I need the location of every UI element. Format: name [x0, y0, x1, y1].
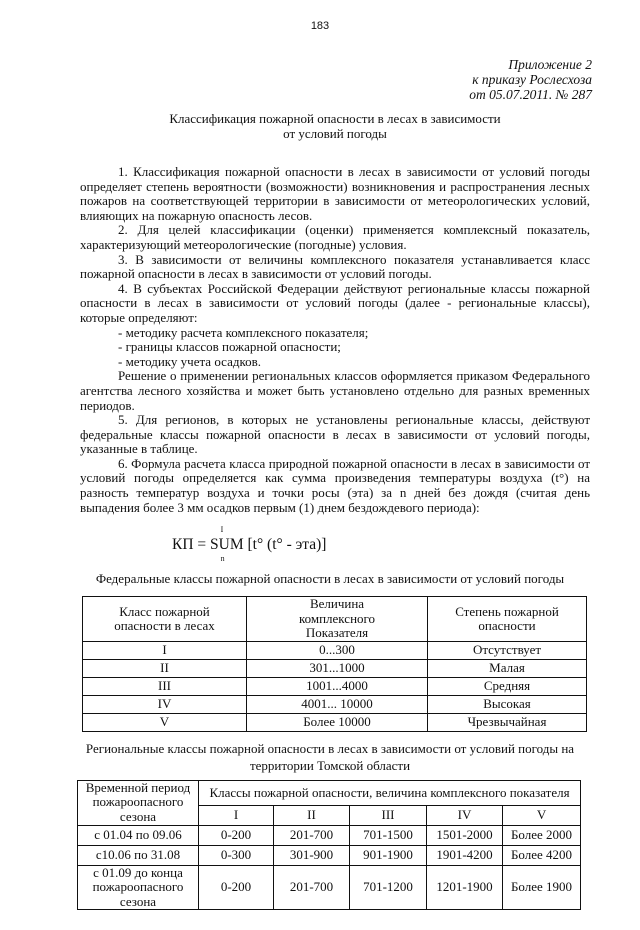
header-cell: IV [427, 805, 503, 825]
title-line: от условий погоды [283, 126, 387, 141]
header-cell: II [274, 805, 350, 825]
table-cell: с10.06 по 31.08 [78, 845, 199, 865]
header-cell: Степень пожарной опасности [428, 597, 587, 642]
header-cell: I [199, 805, 274, 825]
table-cell: Чрезвычайная [428, 713, 587, 731]
federal-table-caption: Федеральные классы пожарной опасности в лесах в зависимости от условий погоды [95, 571, 565, 587]
header-cell: Временной период пожароопасного сезона [78, 780, 199, 825]
table-cell: II [83, 659, 247, 677]
table-cell: с 01.04 по 09.06 [78, 825, 199, 845]
table-header-row [78, 780, 581, 805]
paragraph: 6. Формула расчета класса природной пожарной опасности в лесах в зависимости от условий погоды определяется как сумма произведения температуры воздуха (t°) на разность температур воздуха и точки росы (эта) за n дней без дождя (считая день выпадения более 3 мм осадков первым (1) днем бездождевого периода): [80, 455, 590, 515]
table-cell: IV [83, 695, 247, 713]
table-cell: 201-700 [274, 825, 350, 845]
paragraph: 1. Классификация пожарной опасности в лесах в зависимости от условий погоды определяет степень вероятности (возможности) возникновения и распространения лесных пожаров на соответствующей территории в зависимости от метеорологических условий, влияющих на пожарную опасность лесов. [80, 164, 590, 223]
table-cell: 4001... 10000 [247, 695, 428, 713]
list-item: - методику расчета комплексного показателя; [118, 324, 369, 340]
header-cell: Класс пожарной опасности в лесах [83, 597, 247, 642]
header-cell: Величина комплексного Показателя [247, 597, 428, 642]
table-cell: Средняя [428, 677, 587, 695]
paragraph: 2. Для целей классификации (оценки) применяется комплексный показатель, характеризующий метеорологические (погодные) условия. [80, 222, 590, 252]
paragraph: 4. В субъектах Российской Федерации действуют региональные классы пожарной опасности в лесах в зависимости от условий погоды (далее - региональные классы), которые определяют: [80, 280, 590, 325]
table-cell: Более 4200 [503, 845, 581, 865]
body-text [80, 165, 590, 515]
table-cell: Более 1900 [503, 865, 581, 910]
table-cell: 0-200 [199, 825, 274, 845]
formula-rest: M [t° (t° - эта)] [229, 536, 327, 554]
caption-line: Региональные классы пожарной опасности в лесах в зависимости от условий погоды на [85, 740, 575, 756]
appendix-line: Приложение 2 [508, 57, 592, 72]
paragraph: 5. Для регионов, в которых не установлены региональные классы, действуют федеральные классы пожарной опасности в лесах в зависимости от условий погоды, указанные в таблице. [80, 412, 590, 457]
table-cell: 1501-2000 [427, 825, 503, 845]
table-cell: 0-300 [199, 845, 274, 865]
table-cell: 701-1500 [350, 825, 427, 845]
table-cell: 1901-4200 [427, 845, 503, 865]
table-cell: 1201-1900 [427, 865, 503, 910]
table-cell: Высокая [428, 695, 587, 713]
regional-classes-table [77, 780, 581, 911]
table-row [83, 695, 587, 713]
formula [80, 523, 590, 567]
regional-table-caption [60, 740, 600, 774]
table-row [83, 713, 587, 731]
table-header-row [83, 597, 587, 642]
table-row [78, 825, 581, 845]
table-cell: 1001...4000 [247, 677, 428, 695]
table-row [83, 677, 587, 695]
federal-classes-table [82, 596, 587, 732]
table-row [78, 865, 581, 910]
formula-upper-limit: I [220, 525, 224, 535]
table-cell: 301-900 [274, 845, 350, 865]
table-cell: Более 2000 [503, 825, 581, 845]
table-cell: 901-1900 [350, 845, 427, 865]
appendix-note [80, 57, 592, 102]
header-cell: Классы пожарной опасности, величина комплексного показателя [199, 780, 581, 805]
table-cell: 301...1000 [247, 659, 428, 677]
table-cell: с 01.09 до конца пожароопасного сезона [78, 865, 199, 910]
table-row [78, 845, 581, 865]
table-cell: Более 10000 [247, 713, 428, 731]
formula-lower-limit: n [220, 554, 225, 564]
table-cell: I [83, 641, 247, 659]
table-cell: Малая [428, 659, 587, 677]
table-cell: Отсутствует [428, 641, 587, 659]
formula-left: КП = S [172, 536, 219, 554]
formula-sum-u: U [218, 536, 230, 554]
list-item: - границы классов пожарной опасности; [118, 339, 341, 355]
table-cell: 0-200 [199, 865, 274, 910]
table-cell: III [83, 677, 247, 695]
table-cell: 0...300 [247, 641, 428, 659]
list-item: - методику учета осадков. [118, 353, 262, 369]
table-cell: V [83, 713, 247, 731]
caption-line: территории Томской области [249, 757, 411, 773]
paragraph: Решение о применении региональных классов оформляется приказом Федерального агентства лесного хозяйства и может быть установлено отдельно для разных временных периодов. [80, 368, 590, 413]
table-cell: 701-1200 [350, 865, 427, 910]
table-row [83, 659, 587, 677]
title-line: Классификация пожарной опасности в лесах в зависимости [169, 111, 501, 126]
header-cell: V [503, 805, 581, 825]
appendix-line: от 05.07.2011. № 287 [469, 87, 592, 102]
table-row [83, 641, 587, 659]
page-number: 183 [310, 20, 330, 32]
header-cell: III [350, 805, 427, 825]
formula-sum [218, 525, 230, 564]
document-title [80, 111, 590, 141]
table-cell: 201-700 [274, 865, 350, 910]
appendix-line: к приказу Рослесхоза [472, 72, 592, 87]
paragraph: 3. В зависимости от величины комплексного показателя устанавливается класс пожарной опасности в лесах в зависимости от условий погоды. [80, 251, 590, 282]
